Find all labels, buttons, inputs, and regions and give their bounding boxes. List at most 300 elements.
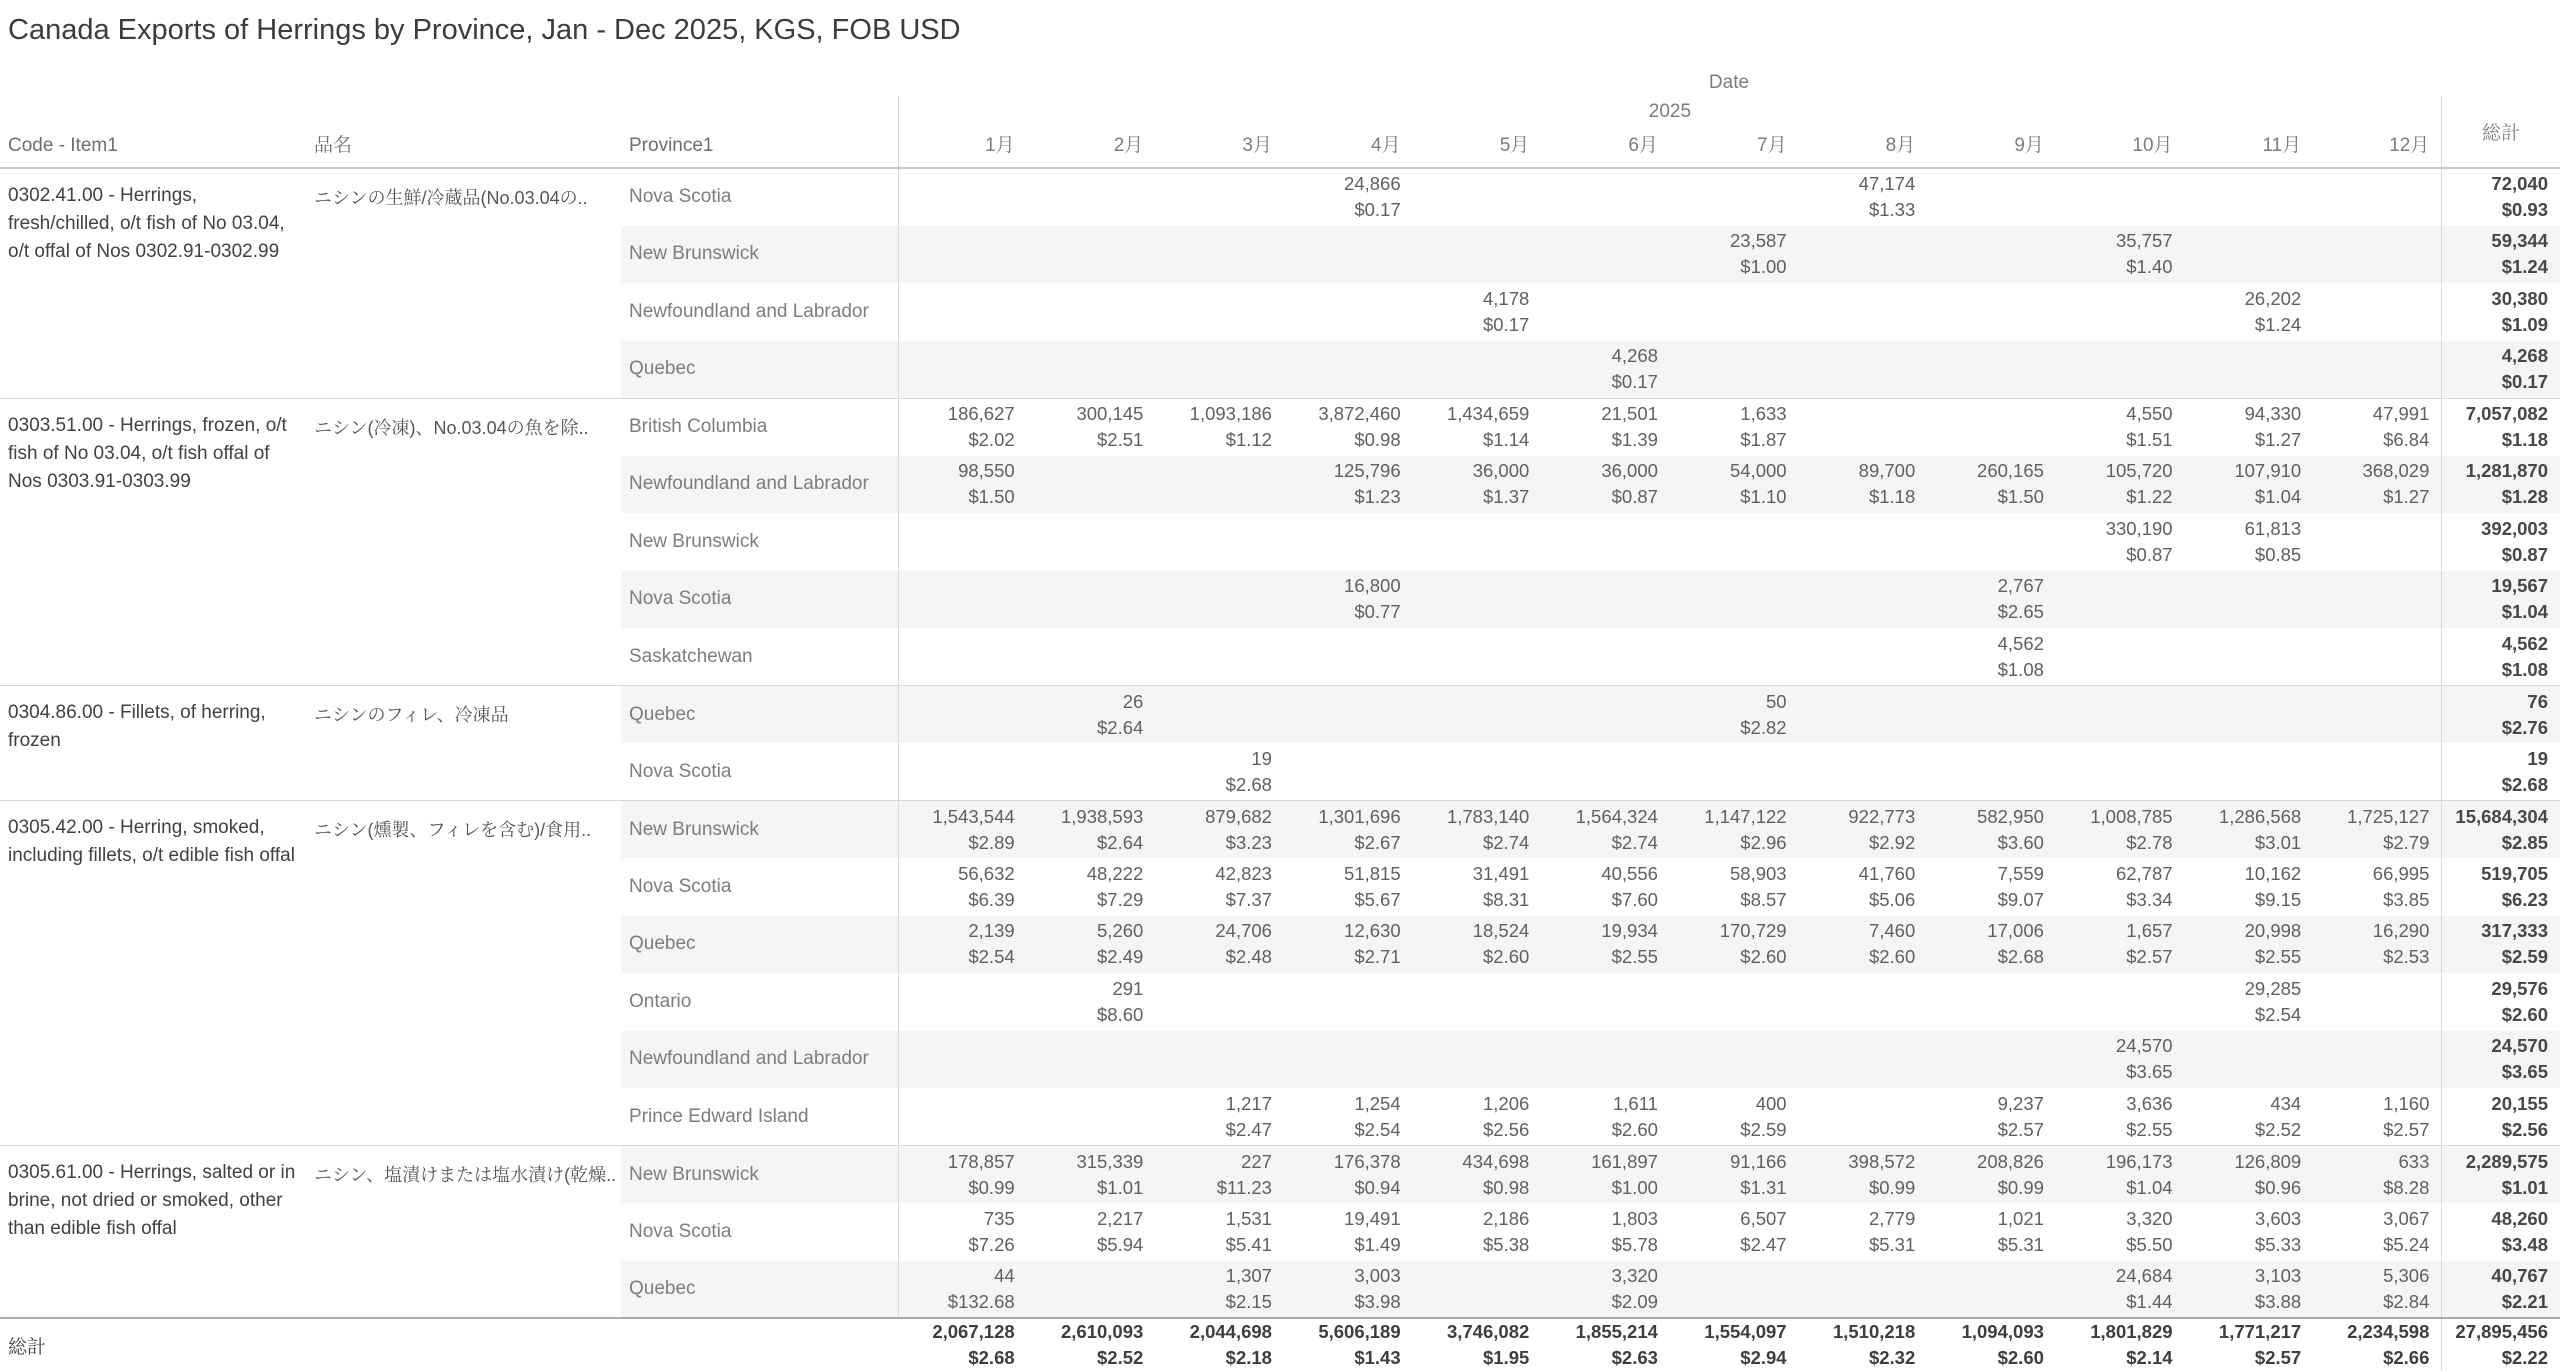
month-data-cell[interactable] bbox=[1670, 341, 1799, 399]
month-header-dec[interactable]: 12月 bbox=[2313, 128, 2442, 168]
month-data-cell[interactable] bbox=[1541, 226, 1670, 284]
month-data-cell[interactable] bbox=[1670, 973, 1799, 1031]
month-data-cell[interactable] bbox=[2185, 226, 2314, 284]
month-data-cell[interactable] bbox=[1927, 1146, 2056, 1204]
month-data-cell[interactable] bbox=[1284, 686, 1413, 744]
month-header-mar[interactable]: 3月 bbox=[1155, 128, 1284, 168]
year-header[interactable]: 2025 bbox=[1648, 101, 1692, 122]
month-data-cell[interactable] bbox=[1541, 1203, 1670, 1261]
month-data-cell[interactable] bbox=[2185, 1031, 2314, 1089]
month-data-cell[interactable] bbox=[2185, 1088, 2314, 1146]
month-header-oct[interactable]: 10月 bbox=[2056, 128, 2185, 168]
month-data-cell[interactable] bbox=[1155, 341, 1284, 399]
month-data-cell[interactable] bbox=[1927, 456, 2056, 514]
month-data-cell[interactable] bbox=[1027, 1088, 1156, 1146]
month-data-cell[interactable] bbox=[1670, 1146, 1799, 1204]
row-total-cell[interactable] bbox=[2442, 743, 2560, 801]
row-total-cell[interactable] bbox=[2442, 341, 2560, 399]
month-data-cell[interactable] bbox=[1284, 513, 1413, 571]
row-total-cell[interactable] bbox=[2442, 513, 2560, 571]
month-data-cell[interactable] bbox=[1670, 1261, 1799, 1319]
month-data-cell[interactable] bbox=[2056, 226, 2185, 284]
month-data-cell[interactable] bbox=[1670, 571, 1799, 629]
month-data-cell[interactable] bbox=[1284, 398, 1413, 456]
month-data-cell[interactable] bbox=[1155, 398, 1284, 456]
month-data-cell[interactable] bbox=[1413, 801, 1542, 859]
month-data-cell[interactable] bbox=[2185, 168, 2314, 226]
province-cell[interactable]: Nova Scotia bbox=[621, 571, 898, 629]
month-data-cell[interactable] bbox=[1927, 226, 2056, 284]
row-total-cell[interactable] bbox=[2442, 1031, 2560, 1089]
month-data-cell[interactable] bbox=[1541, 686, 1670, 744]
month-data-cell[interactable] bbox=[2313, 168, 2442, 226]
month-header-apr[interactable]: 4月 bbox=[1284, 128, 1413, 168]
month-data-cell[interactable] bbox=[2185, 398, 2314, 456]
month-data-cell[interactable] bbox=[2313, 743, 2442, 801]
row-total-cell[interactable] bbox=[2442, 628, 2560, 686]
month-data-cell[interactable] bbox=[1027, 1146, 1156, 1204]
grand-total-month-cell[interactable] bbox=[1799, 1318, 1928, 1371]
month-data-cell[interactable] bbox=[1799, 168, 1928, 226]
month-data-cell[interactable] bbox=[1927, 1261, 2056, 1319]
month-data-cell[interactable] bbox=[1413, 628, 1542, 686]
product-name-cell[interactable]: ニシン、塩漬けまたは塩水漬け(乾燥.. bbox=[314, 1146, 621, 1319]
month-data-cell[interactable] bbox=[1413, 686, 1542, 744]
month-data-cell[interactable] bbox=[1927, 398, 2056, 456]
month-data-cell[interactable] bbox=[1541, 168, 1670, 226]
province-cell[interactable]: Ontario bbox=[621, 973, 898, 1031]
month-data-cell[interactable] bbox=[1027, 686, 1156, 744]
month-data-cell[interactable] bbox=[1670, 1031, 1799, 1089]
row-total-cell[interactable] bbox=[2442, 686, 2560, 744]
month-data-cell[interactable] bbox=[1799, 398, 1928, 456]
month-data-cell[interactable] bbox=[1155, 456, 1284, 514]
month-data-cell[interactable] bbox=[1927, 743, 2056, 801]
province-cell[interactable]: Prince Edward Island bbox=[621, 1088, 898, 1146]
month-data-cell[interactable] bbox=[2185, 1203, 2314, 1261]
month-data-cell[interactable] bbox=[1927, 283, 2056, 341]
row-total-cell[interactable] bbox=[2442, 283, 2560, 341]
month-data-cell[interactable] bbox=[1799, 571, 1928, 629]
month-data-cell[interactable] bbox=[1799, 916, 1928, 974]
month-data-cell[interactable] bbox=[1155, 858, 1284, 916]
month-data-cell[interactable] bbox=[1027, 916, 1156, 974]
month-data-cell[interactable] bbox=[2313, 801, 2442, 859]
month-data-cell[interactable] bbox=[1284, 973, 1413, 1031]
month-data-cell[interactable] bbox=[1799, 341, 1928, 399]
month-data-cell[interactable] bbox=[1413, 341, 1542, 399]
month-data-cell[interactable] bbox=[1413, 858, 1542, 916]
province-cell[interactable]: New Brunswick bbox=[621, 513, 898, 571]
month-data-cell[interactable] bbox=[1927, 686, 2056, 744]
month-data-cell[interactable] bbox=[898, 1261, 1027, 1319]
month-data-cell[interactable] bbox=[2185, 513, 2314, 571]
month-data-cell[interactable] bbox=[898, 743, 1027, 801]
month-data-cell[interactable] bbox=[1413, 513, 1542, 571]
month-data-cell[interactable] bbox=[1799, 283, 1928, 341]
month-data-cell[interactable] bbox=[898, 513, 1027, 571]
month-data-cell[interactable] bbox=[1927, 916, 2056, 974]
province-cell[interactable]: New Brunswick bbox=[621, 226, 898, 284]
month-data-cell[interactable] bbox=[1670, 1203, 1799, 1261]
month-data-cell[interactable] bbox=[1541, 1146, 1670, 1204]
grand-total-month-cell[interactable] bbox=[2185, 1318, 2314, 1371]
month-data-cell[interactable] bbox=[2056, 916, 2185, 974]
month-data-cell[interactable] bbox=[2313, 1031, 2442, 1089]
month-data-cell[interactable] bbox=[2185, 686, 2314, 744]
row-total-cell[interactable] bbox=[2442, 858, 2560, 916]
month-data-cell[interactable] bbox=[2313, 226, 2442, 284]
month-data-cell[interactable] bbox=[898, 916, 1027, 974]
month-data-cell[interactable] bbox=[898, 628, 1027, 686]
month-data-cell[interactable] bbox=[1541, 513, 1670, 571]
month-data-cell[interactable] bbox=[1799, 1088, 1928, 1146]
row-total-cell[interactable] bbox=[2442, 1261, 2560, 1319]
month-data-cell[interactable] bbox=[898, 226, 1027, 284]
month-data-cell[interactable] bbox=[898, 456, 1027, 514]
month-data-cell[interactable] bbox=[1027, 1031, 1156, 1089]
month-data-cell[interactable] bbox=[1413, 226, 1542, 284]
month-data-cell[interactable] bbox=[898, 1031, 1027, 1089]
month-data-cell[interactable] bbox=[2313, 858, 2442, 916]
month-data-cell[interactable] bbox=[898, 283, 1027, 341]
month-data-cell[interactable] bbox=[1670, 628, 1799, 686]
month-data-cell[interactable] bbox=[1027, 456, 1156, 514]
province-cell[interactable]: New Brunswick bbox=[621, 1146, 898, 1204]
province-cell[interactable]: Nova Scotia bbox=[621, 168, 898, 226]
month-data-cell[interactable] bbox=[1799, 456, 1928, 514]
province-cell[interactable]: Nova Scotia bbox=[621, 1203, 898, 1261]
grand-total-month-cell[interactable] bbox=[1541, 1318, 1670, 1371]
month-data-cell[interactable] bbox=[1413, 398, 1542, 456]
month-data-cell[interactable] bbox=[1027, 801, 1156, 859]
month-data-cell[interactable] bbox=[1027, 743, 1156, 801]
product-code-cell[interactable]: 0305.61.00 - Herrings, salted or in brine, not dried or smoked, other than edible fish offal bbox=[0, 1146, 314, 1319]
month-data-cell[interactable] bbox=[2056, 1088, 2185, 1146]
month-data-cell[interactable] bbox=[898, 1146, 1027, 1204]
province-cell[interactable]: Nova Scotia bbox=[621, 858, 898, 916]
month-data-cell[interactable] bbox=[2056, 686, 2185, 744]
month-data-cell[interactable] bbox=[1155, 1088, 1284, 1146]
month-data-cell[interactable] bbox=[1799, 1261, 1928, 1319]
month-data-cell[interactable] bbox=[1541, 283, 1670, 341]
month-data-cell[interactable] bbox=[2056, 398, 2185, 456]
month-data-cell[interactable] bbox=[898, 686, 1027, 744]
month-header-feb[interactable]: 2月 bbox=[1027, 128, 1156, 168]
month-data-cell[interactable] bbox=[1670, 513, 1799, 571]
month-data-cell[interactable] bbox=[1284, 571, 1413, 629]
month-data-cell[interactable] bbox=[1155, 283, 1284, 341]
month-data-cell[interactable] bbox=[2313, 628, 2442, 686]
month-data-cell[interactable] bbox=[1284, 1203, 1413, 1261]
month-data-cell[interactable] bbox=[1927, 1031, 2056, 1089]
month-data-cell[interactable] bbox=[1155, 1261, 1284, 1319]
row-total-cell[interactable] bbox=[2442, 226, 2560, 284]
row-total-cell[interactable] bbox=[2442, 1146, 2560, 1204]
month-data-cell[interactable] bbox=[1413, 916, 1542, 974]
month-data-cell[interactable] bbox=[1927, 168, 2056, 226]
month-data-cell[interactable] bbox=[1155, 168, 1284, 226]
month-data-cell[interactable] bbox=[1284, 226, 1413, 284]
month-data-cell[interactable] bbox=[1799, 513, 1928, 571]
month-data-cell[interactable] bbox=[1155, 1031, 1284, 1089]
month-data-cell[interactable] bbox=[1927, 341, 2056, 399]
month-data-cell[interactable] bbox=[1670, 801, 1799, 859]
month-data-cell[interactable] bbox=[2056, 283, 2185, 341]
month-data-cell[interactable] bbox=[1284, 1146, 1413, 1204]
row-total-cell[interactable] bbox=[2442, 168, 2560, 226]
month-data-cell[interactable] bbox=[2185, 858, 2314, 916]
month-data-cell[interactable] bbox=[2185, 801, 2314, 859]
month-data-cell[interactable] bbox=[2313, 513, 2442, 571]
month-data-cell[interactable] bbox=[1541, 456, 1670, 514]
month-data-cell[interactable] bbox=[2056, 456, 2185, 514]
month-data-cell[interactable] bbox=[1155, 973, 1284, 1031]
month-data-cell[interactable] bbox=[898, 341, 1027, 399]
month-data-cell[interactable] bbox=[2313, 571, 2442, 629]
grand-total-label[interactable]: 総計 bbox=[0, 1318, 898, 1371]
month-data-cell[interactable] bbox=[1541, 398, 1670, 456]
month-data-cell[interactable] bbox=[1927, 973, 2056, 1031]
month-data-cell[interactable] bbox=[2185, 283, 2314, 341]
province-cell[interactable]: British Columbia bbox=[621, 398, 898, 456]
province-cell[interactable]: Quebec bbox=[621, 686, 898, 744]
month-data-cell[interactable] bbox=[1027, 628, 1156, 686]
month-data-cell[interactable] bbox=[1155, 1146, 1284, 1204]
province-cell[interactable]: Quebec bbox=[621, 341, 898, 399]
month-data-cell[interactable] bbox=[1799, 686, 1928, 744]
province-cell[interactable]: Newfoundland and Labrador bbox=[621, 1031, 898, 1089]
month-data-cell[interactable] bbox=[1284, 858, 1413, 916]
month-data-cell[interactable] bbox=[1541, 916, 1670, 974]
product-code-cell[interactable]: 0303.51.00 - Herrings, frozen, o/t fish of No 03.04, o/t fish offal of Nos 0303.91-0303.99 bbox=[0, 398, 314, 686]
month-data-cell[interactable] bbox=[898, 1203, 1027, 1261]
month-data-cell[interactable] bbox=[1284, 1088, 1413, 1146]
month-data-cell[interactable] bbox=[1541, 571, 1670, 629]
grand-total-month-cell[interactable] bbox=[1670, 1318, 1799, 1371]
row-total-cell[interactable] bbox=[2442, 801, 2560, 859]
grand-total-month-cell[interactable] bbox=[1284, 1318, 1413, 1371]
month-data-cell[interactable] bbox=[1541, 628, 1670, 686]
month-data-cell[interactable] bbox=[1027, 398, 1156, 456]
grand-total-month-cell[interactable] bbox=[1155, 1318, 1284, 1371]
month-data-cell[interactable] bbox=[1670, 226, 1799, 284]
month-data-cell[interactable] bbox=[898, 1088, 1027, 1146]
month-data-cell[interactable] bbox=[1670, 858, 1799, 916]
row-total-cell[interactable] bbox=[2442, 1203, 2560, 1261]
month-data-cell[interactable] bbox=[2313, 1203, 2442, 1261]
month-data-cell[interactable] bbox=[1284, 283, 1413, 341]
month-data-cell[interactable] bbox=[2056, 168, 2185, 226]
month-data-cell[interactable] bbox=[1670, 168, 1799, 226]
month-data-cell[interactable] bbox=[898, 168, 1027, 226]
month-data-cell[interactable] bbox=[1670, 398, 1799, 456]
row-total-cell[interactable] bbox=[2442, 571, 2560, 629]
month-header-sep[interactable]: 9月 bbox=[1927, 128, 2056, 168]
month-data-cell[interactable] bbox=[1413, 571, 1542, 629]
grand-total-month-cell[interactable] bbox=[2313, 1318, 2442, 1371]
month-data-cell[interactable] bbox=[1155, 226, 1284, 284]
month-data-cell[interactable] bbox=[1670, 456, 1799, 514]
month-data-cell[interactable] bbox=[1284, 743, 1413, 801]
month-data-cell[interactable] bbox=[1284, 168, 1413, 226]
month-data-cell[interactable] bbox=[1027, 226, 1156, 284]
month-data-cell[interactable] bbox=[2313, 973, 2442, 1031]
month-data-cell[interactable] bbox=[1413, 283, 1542, 341]
month-data-cell[interactable] bbox=[1413, 973, 1542, 1031]
province-cell[interactable]: Newfoundland and Labrador bbox=[621, 283, 898, 341]
month-data-cell[interactable] bbox=[2056, 1203, 2185, 1261]
province-cell[interactable]: Newfoundland and Labrador bbox=[621, 456, 898, 514]
month-data-cell[interactable] bbox=[1284, 801, 1413, 859]
month-data-cell[interactable] bbox=[1799, 858, 1928, 916]
month-data-cell[interactable] bbox=[1541, 341, 1670, 399]
month-data-cell[interactable] bbox=[1413, 743, 1542, 801]
month-data-cell[interactable] bbox=[1541, 743, 1670, 801]
month-data-cell[interactable] bbox=[2056, 1261, 2185, 1319]
month-data-cell[interactable] bbox=[1284, 341, 1413, 399]
month-data-cell[interactable] bbox=[1284, 628, 1413, 686]
month-data-cell[interactable] bbox=[1413, 1088, 1542, 1146]
month-data-cell[interactable] bbox=[2313, 283, 2442, 341]
month-data-cell[interactable] bbox=[2185, 916, 2314, 974]
month-data-cell[interactable] bbox=[1541, 973, 1670, 1031]
month-header-may[interactable]: 5月 bbox=[1413, 128, 1542, 168]
month-header-jul[interactable]: 7月 bbox=[1670, 128, 1799, 168]
month-data-cell[interactable] bbox=[1541, 1261, 1670, 1319]
grand-total-column-header[interactable]: 総計 bbox=[2442, 96, 2560, 168]
month-data-cell[interactable] bbox=[1027, 973, 1156, 1031]
month-data-cell[interactable] bbox=[1027, 283, 1156, 341]
month-data-cell[interactable] bbox=[2056, 571, 2185, 629]
month-data-cell[interactable] bbox=[2056, 743, 2185, 801]
month-data-cell[interactable] bbox=[1799, 628, 1928, 686]
month-data-cell[interactable] bbox=[2185, 571, 2314, 629]
month-data-cell[interactable] bbox=[1670, 283, 1799, 341]
product-name-cell[interactable]: ニシン(冷凍)、No.03.04の魚を除.. bbox=[314, 398, 621, 686]
month-data-cell[interactable] bbox=[1027, 1261, 1156, 1319]
month-data-cell[interactable] bbox=[1670, 1088, 1799, 1146]
month-data-cell[interactable] bbox=[2056, 341, 2185, 399]
grand-total-cell[interactable] bbox=[2442, 1318, 2560, 1371]
month-data-cell[interactable] bbox=[2056, 973, 2185, 1031]
month-data-cell[interactable] bbox=[1670, 743, 1799, 801]
month-data-cell[interactable] bbox=[2056, 801, 2185, 859]
month-data-cell[interactable] bbox=[2056, 1146, 2185, 1204]
product-name-cell[interactable]: ニシンの生鮮/冷蔵品(No.03.04の.. bbox=[314, 168, 621, 398]
row-total-cell[interactable] bbox=[2442, 398, 2560, 456]
month-data-cell[interactable] bbox=[1541, 801, 1670, 859]
row-total-cell[interactable] bbox=[2442, 1088, 2560, 1146]
month-data-cell[interactable] bbox=[2313, 916, 2442, 974]
month-data-cell[interactable] bbox=[1155, 628, 1284, 686]
month-data-cell[interactable] bbox=[1155, 743, 1284, 801]
province-cell[interactable]: Quebec bbox=[621, 1261, 898, 1319]
month-data-cell[interactable] bbox=[2185, 628, 2314, 686]
month-data-cell[interactable] bbox=[1155, 513, 1284, 571]
month-data-cell[interactable] bbox=[1284, 456, 1413, 514]
month-data-cell[interactable] bbox=[2056, 858, 2185, 916]
month-data-cell[interactable] bbox=[2313, 456, 2442, 514]
month-data-cell[interactable] bbox=[1413, 1031, 1542, 1089]
grand-total-month-cell[interactable] bbox=[1027, 1318, 1156, 1371]
row-total-cell[interactable] bbox=[2442, 973, 2560, 1031]
month-data-cell[interactable] bbox=[1799, 1203, 1928, 1261]
product-code-cell[interactable]: 0302.41.00 - Herrings, fresh/chilled, o/t fish of No 03.04, o/t offal of Nos 0302.91-0302.99 bbox=[0, 168, 314, 398]
month-data-cell[interactable] bbox=[1413, 168, 1542, 226]
month-data-cell[interactable] bbox=[1027, 513, 1156, 571]
month-data-cell[interactable] bbox=[1155, 571, 1284, 629]
month-data-cell[interactable] bbox=[1155, 1203, 1284, 1261]
month-data-cell[interactable] bbox=[1413, 456, 1542, 514]
month-data-cell[interactable] bbox=[1799, 1146, 1928, 1204]
month-data-cell[interactable] bbox=[1799, 801, 1928, 859]
month-data-cell[interactable] bbox=[1927, 628, 2056, 686]
month-data-cell[interactable] bbox=[1541, 858, 1670, 916]
grand-total-month-cell[interactable] bbox=[898, 1318, 1027, 1371]
month-data-cell[interactable] bbox=[1541, 1088, 1670, 1146]
month-data-cell[interactable] bbox=[1284, 1031, 1413, 1089]
province-cell[interactable]: Saskatchewan bbox=[621, 628, 898, 686]
month-data-cell[interactable] bbox=[1027, 168, 1156, 226]
month-data-cell[interactable] bbox=[898, 801, 1027, 859]
month-data-cell[interactable] bbox=[1027, 571, 1156, 629]
product-code-cell[interactable]: 0304.86.00 - Fillets, of herring, frozen bbox=[0, 686, 314, 801]
month-data-cell[interactable] bbox=[2313, 1088, 2442, 1146]
month-data-cell[interactable] bbox=[2056, 1031, 2185, 1089]
month-data-cell[interactable] bbox=[1027, 1203, 1156, 1261]
grand-total-month-cell[interactable] bbox=[1413, 1318, 1542, 1371]
product-name-cell[interactable]: ニシン(燻製、フィレを含む)/食用.. bbox=[314, 801, 621, 1146]
month-data-cell[interactable] bbox=[2185, 1261, 2314, 1319]
code-column-header[interactable]: Code - Item1 bbox=[0, 128, 314, 168]
month-data-cell[interactable] bbox=[1155, 686, 1284, 744]
province-cell[interactable]: Quebec bbox=[621, 916, 898, 974]
province-column-header[interactable]: Province1 bbox=[621, 128, 898, 168]
month-data-cell[interactable] bbox=[2056, 513, 2185, 571]
month-data-cell[interactable] bbox=[1927, 1088, 2056, 1146]
month-data-cell[interactable] bbox=[2313, 686, 2442, 744]
month-data-cell[interactable] bbox=[898, 571, 1027, 629]
month-data-cell[interactable] bbox=[2185, 1146, 2314, 1204]
month-data-cell[interactable] bbox=[1027, 341, 1156, 399]
month-data-cell[interactable] bbox=[2185, 743, 2314, 801]
product-code-cell[interactable]: 0305.42.00 - Herring, smoked, including fillets, o/t edible fish offal bbox=[0, 801, 314, 1146]
province-cell[interactable]: New Brunswick bbox=[621, 801, 898, 859]
month-data-cell[interactable] bbox=[1541, 1031, 1670, 1089]
month-data-cell[interactable] bbox=[1927, 1203, 2056, 1261]
month-data-cell[interactable] bbox=[1155, 801, 1284, 859]
month-data-cell[interactable] bbox=[2185, 341, 2314, 399]
province-cell[interactable]: Nova Scotia bbox=[621, 743, 898, 801]
row-total-cell[interactable] bbox=[2442, 916, 2560, 974]
month-data-cell[interactable] bbox=[2313, 1146, 2442, 1204]
month-header-nov[interactable]: 11月 bbox=[2185, 128, 2314, 168]
month-data-cell[interactable] bbox=[1799, 1031, 1928, 1089]
month-data-cell[interactable] bbox=[1413, 1146, 1542, 1204]
month-data-cell[interactable] bbox=[1284, 916, 1413, 974]
month-data-cell[interactable] bbox=[1799, 743, 1928, 801]
row-total-cell[interactable] bbox=[2442, 456, 2560, 514]
date-header[interactable]: Date bbox=[1708, 72, 1750, 93]
month-data-cell[interactable] bbox=[1670, 916, 1799, 974]
month-data-cell[interactable] bbox=[1155, 916, 1284, 974]
month-data-cell[interactable] bbox=[1799, 226, 1928, 284]
month-data-cell[interactable] bbox=[2313, 341, 2442, 399]
month-data-cell[interactable] bbox=[898, 858, 1027, 916]
product-name-cell[interactable]: ニシンのフィレ、冷凍品 bbox=[314, 686, 621, 801]
name-column-header[interactable]: 品名 bbox=[314, 128, 621, 168]
